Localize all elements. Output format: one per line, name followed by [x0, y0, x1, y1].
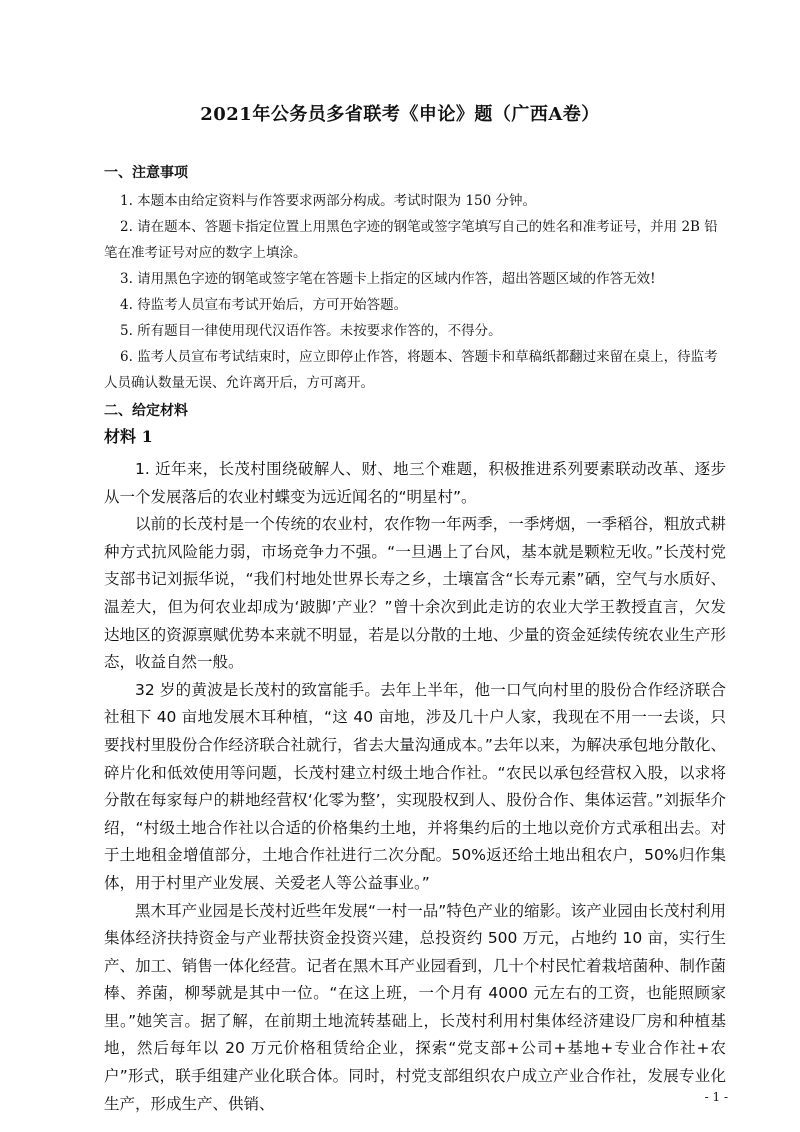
section-heading-materials: 二、给定材料: [104, 403, 188, 419]
material-paragraph: 以前的长茂村是一个传统的农业村，农作物一年两季，一季烤烟，一季稻谷，粗放式耕种方式抗风险能力弱，市场竞争力不强。“一旦遇上了台风，基本就是颗粒无收。”长茂村党支部书记刘振华说，“我们村地处世界长寿之乡，土壤富含“长寿元素”硒，空气与水质好、温差大，但为何农业却成为‘跛脚’产业？”曾十余次到此走访的农业大学王教授直言，欠发达地区的资源禀赋优势本来就不明显，若是以分散的土地、少量的资金延续传统农业生产形态，收益自然一般。: [104, 515, 726, 672]
material-paragraph: 黑木耳产业园是长茂村近些年发展“一村一品”特色产业的缩影。该产业园由长茂村利用集体经济扶持资金与产业帮扶资金投资兴建，总投资约 500 万元，占地约 10 亩，实行生产、加工、销售一体化经营。记者在黑木耳产业园看到，几十个村民忙着栽培菌种、制作菌棒、养菌，柳琴就是其中一位。“在这上班，一个月有 4000 元左右的工资，也能照顾家里。”她笑言。据了解，在前期土地流转基础上，长茂村利用村集体经济建设厂房和种植基地，然后每年以 20 万元价格租赁给企业，探索“党支部+公司+基地+专业合作社+农户”形式，联手组建产业化联合体。同时，村党支部组织农户成立产业合作社，发展专业化生产，形成生产、供销、: [104, 901, 726, 1113]
section-heading-notice: 一、注意事项: [104, 165, 188, 181]
material-body: [104, 456, 726, 1118]
notice-item: 4. 待监考人员宣布考试开始后，方可开始答题。: [120, 297, 408, 313]
notice-item: 2. 请在题本、答题卡指定位置上用黑色字迹的钢笔或签字笔填写自己的姓名和准考证号，并用 2B 铅笔在准考证号对应的数字上填涂。: [104, 219, 718, 261]
document-title: 2021年公务员多省联考《申论》题（广西A卷）: [200, 104, 600, 125]
material-paragraph: 32 岁的黄波是长茂村的致富能手。去年上半年，他一口气向村里的股份合作经济联合社租下 40 亩地发展木耳种植，“这 40 亩地，涉及几十户人家，我现在不用一一去谈，只要找村里股份合作经济联合社就行，省去大量沟通成本。”去年以来，为解决承包地分散化、碎片化和低效使用等问题，长茂村建立村级土地合作社。“农民以承包经营权入股，以求将分散在每家每户的耕地经营权‘化零为整’，实现股权到人、股份合作、集体运营。”刘振华介绍，“村级土地合作社以合适的价格集约土地，并将集约后的土地以竞价方式承租出去。对于土地租金增值部分，土地合作社进行二次分配。50%返还给土地出租农户，50%归作集体，用于村里产业发展、关爱老人等公益事业。”: [104, 680, 726, 892]
page-number: - 1 -: [704, 1090, 728, 1104]
notice-item: 6. 监考人员宣布考试结束时，应立即停止作答，将题本、答题卡和草稿纸都翻过来留在桌上，待监考人员确认数量无误、允许离开后，方可离开。: [104, 349, 718, 391]
notice-item: 5. 所有题目一律使用现代汉语作答。未按要求作答的，不得分。: [120, 323, 502, 339]
material-title: 材料 1: [104, 427, 153, 446]
notice-list: [104, 188, 724, 396]
material-paragraph: 1. 近年来，长茂村围绕破解人、财、地三个难题，积极推进系列要素联动改革、逐步从一个发展落后的农业村蝶变为远近闻名的“明星村”。: [104, 460, 726, 506]
notice-item: 3. 请用黑色字迹的钢笔或签字笔在答题卡上指定的区域内作答，超出答题区域的作答无效!: [120, 271, 656, 287]
notice-item: 1. 本题本由给定资料与作答要求两部分构成。考试时限为 150 分钟。: [120, 193, 537, 209]
